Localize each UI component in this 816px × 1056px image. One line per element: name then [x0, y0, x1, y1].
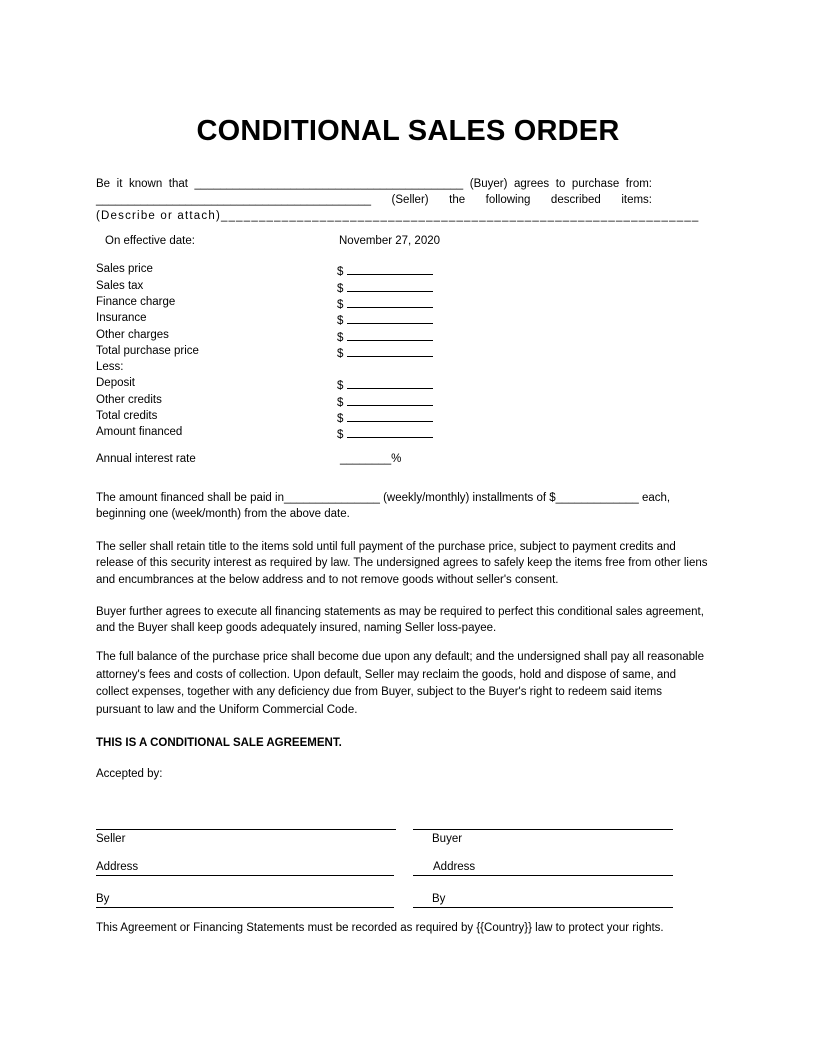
amount-blank [347, 377, 433, 389]
seller-label: Seller [96, 833, 126, 845]
item-amount-amount-financed: $ [337, 426, 433, 441]
intro-line-2: ___________________________________________ (Seller) the following described items: [96, 194, 652, 206]
recording-notice: This Agreement or Financing Statements must be recorded as required by {{Country}} law to protect your rights. [96, 922, 664, 934]
item-amount-sales-tax: $ [337, 280, 433, 295]
amount-blank [347, 312, 433, 324]
accepted-by-label: Accepted by: [96, 768, 163, 780]
item-label-total-purchase-price: Total purchase price [96, 345, 199, 357]
default-paragraph: The full balance of the purchase price shall become due upon any default; and the undersigned shall pay all reasonable attorney's fees and costs of collection. Upon default, Seller may reclaim the goods, hold and dispose of same, and collect expenses, together with any deficiency due from Buyer, subject to the Buyer's right to redeem said items pursuant to law and the Uniform Commercial Code. [96, 651, 704, 716]
item-label-sales-tax: Sales tax [96, 280, 144, 292]
conditional-sale-statement: THIS IS A CONDITIONAL SALE AGREEMENT. [96, 737, 342, 749]
effective-date-value: November 27, 2020 [339, 235, 441, 247]
item-amount-total-purchase-price: $ [337, 345, 433, 360]
amount-blank [347, 296, 433, 308]
buyer-by-line [413, 906, 673, 908]
amount-blank [347, 345, 433, 357]
seller-signature-line [96, 828, 396, 830]
buyer-signature-line [413, 828, 673, 830]
item-label-sales-price: Sales price [96, 263, 153, 275]
buyer-by-label: By [432, 893, 446, 905]
item-amount-finance-charge: $ [337, 296, 433, 311]
title-retention-paragraph: The seller shall retain title to the items sold until full payment of the purchase price, subject to payment credits and release of this security interest as required by law. The undersigned agrees to safely keep the items free from other liens and encumbrances at the below address and to not remove goods without seller's consent. [96, 541, 708, 586]
intro-line-1: Be it known that __________________________________________ (Buyer) agrees to purchase from: [96, 178, 652, 190]
item-label-other-charges: Other charges [96, 329, 169, 341]
seller-by-line [96, 906, 394, 908]
amount-blank [347, 263, 433, 275]
seller-address-line [96, 874, 394, 876]
document-title: CONDITIONAL SALES ORDER [196, 115, 620, 147]
buyer-label: Buyer [432, 833, 463, 845]
buyer-address-line [413, 874, 673, 876]
interest-rate-value: ________% [340, 453, 402, 465]
buyer-address-label: Address [433, 861, 476, 873]
amount-blank [347, 280, 433, 292]
item-amount-total-credits: $ [337, 410, 433, 425]
payment-terms-paragraph: The amount financed shall be paid in_______________ (weekly/monthly) installments of $_____________ each, beginning one (week/month) from the above date. [96, 492, 671, 521]
financing-statements-paragraph: Buyer further agrees to execute all financing statements as may be required to perfect this conditional sales agreement, and the Buyer shall keep goods adequately insured, naming Seller loss-payee. [96, 606, 704, 635]
intro-paragraph [96, 176, 700, 224]
amount-blank [347, 426, 433, 438]
amount-blank [347, 394, 433, 406]
seller-address-label: Address [96, 861, 139, 873]
item-label-less: Less: [96, 361, 124, 373]
item-label-insurance: Insurance [96, 312, 147, 324]
item-label-amount-financed: Amount financed [96, 426, 183, 438]
item-label-other-credits: Other credits [96, 394, 162, 406]
interest-rate-label: Annual interest rate [96, 453, 196, 465]
item-amount-insurance: $ [337, 312, 433, 327]
item-amount-other-credits: $ [337, 394, 433, 409]
seller-by-label: By [96, 893, 110, 905]
effective-date-label: On effective date: [105, 235, 195, 247]
item-amount-sales-price: $ [337, 263, 433, 278]
item-amount-deposit: $ [337, 377, 433, 392]
item-amount-other-charges: $ [337, 329, 433, 344]
amount-blank [347, 410, 433, 422]
item-label-deposit: Deposit [96, 377, 135, 389]
item-label-finance-charge: Finance charge [96, 296, 176, 308]
intro-line-3: (Describe or attach)_______________________________________________________________ [96, 210, 700, 222]
item-label-total-credits: Total credits [96, 410, 158, 422]
amount-blank [347, 329, 433, 341]
